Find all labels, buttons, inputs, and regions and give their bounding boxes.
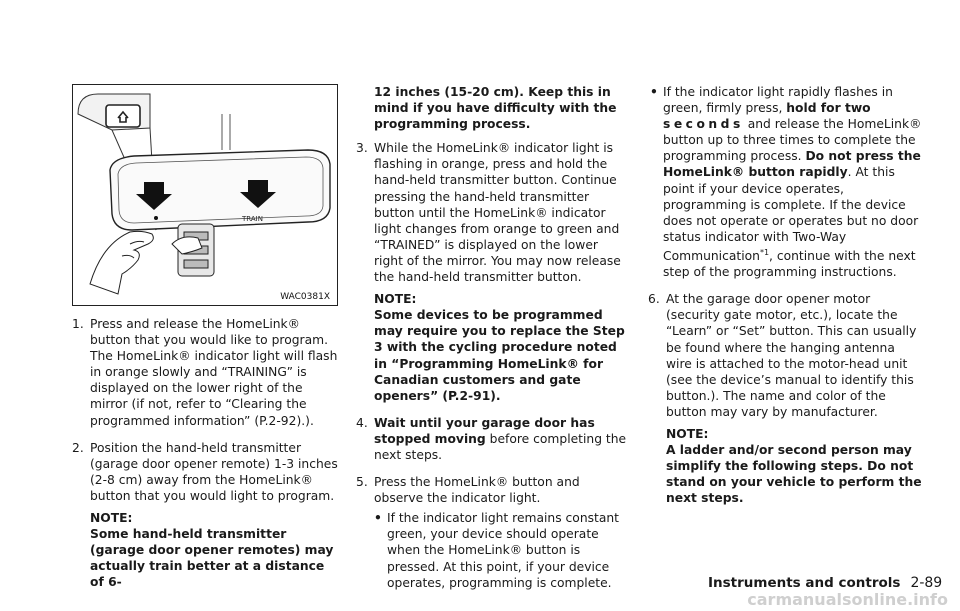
step-number: 2.: [72, 440, 84, 455]
bullet-item: [650, 84, 922, 280]
homelink-figure: [72, 84, 338, 306]
bullet-text: and release the HomeLink® button up to three times to complete the programming process.: [663, 117, 922, 164]
bullet-bold: Do not press the HomeLink® button rapidly: [663, 149, 921, 180]
bullet-icon: •: [650, 85, 658, 99]
bullet-bold: seconds: [663, 117, 744, 132]
step-bold-text: Wait until your garage door has stopped moving: [374, 415, 595, 446]
note-text: Some hand-held transmitter (garage door opener remotes) may actually train better at a distance of 6-: [90, 527, 334, 590]
step-number: 4.: [356, 415, 368, 430]
column-2: [356, 84, 630, 602]
note-continued: [356, 84, 630, 132]
step-1: [72, 316, 338, 429]
bullet-text: If the indicator light rapidly flashes in green, firmly press,: [663, 85, 893, 116]
bullet-text: If the indicator light remains constant green, your device should operate when the HomeLink® button is pressed. At this point, if your device operates, programming is complete.: [387, 511, 620, 590]
step-number: 1.: [72, 317, 84, 331]
step-2: [72, 440, 338, 591]
step-6: [648, 291, 922, 506]
step-3: [356, 140, 630, 404]
step-5: [356, 474, 630, 591]
note-text: 12 inches (15-20 cm). Keep this in mind if you have difficulty with the programming process.: [374, 85, 617, 132]
bullet-text: , continue with the next step of the programming instructions.: [663, 249, 916, 280]
page-number: 2-89: [910, 575, 943, 591]
train-label: TRAIN: [242, 215, 263, 223]
bullet-text: . At this point if your device operates, programming is complete. If the device does not operate or operates but no door status indicator with Two-Way Communication: [663, 165, 919, 264]
step-text: At the garage door opener motor (security gate motor, etc.), locate the “Learn” or “Set” button. This can usually be found where the hanging antenna wire is attached to the motor-head unit (see the device’s manual to identify this button.). The name and color of the button may vary by manufacturer.: [666, 292, 917, 419]
section-title: Instruments and controls: [708, 575, 901, 591]
mirror-illustration: [72, 84, 338, 306]
note-text: A ladder and/or second person may simplify the following steps. Do not stand on your vehicle to perform the next steps.: [666, 443, 922, 506]
step-number: 3.: [356, 141, 368, 156]
step-text: While the HomeLink® indicator light is flashing in orange, press and hold the hand-held transmitter button. Continue pressing the hand-held transmitter button until the HomeLink® indicator light changes from orange to green and “TRAINED” is displayed on the lower right of the mirror. You may now release the hand-held transmitter button.: [374, 141, 621, 285]
note-text: Some devices to be programmed may require you to replace the Step 3 with the cycling procedure noted in “Programming HomeLink® for Canadian customers and gate openers” (P.2-91).: [374, 308, 625, 403]
step-4: [356, 415, 630, 463]
column-3: [648, 84, 922, 517]
bullet-icon: •: [374, 511, 382, 526]
step-text: Position the hand-held transmitter (garage door opener remote) 1-3 inches (2-8 cm) away from the HomeLink® button that you would light to program.: [90, 440, 338, 503]
figure-code: WAC0381X: [280, 292, 330, 302]
step-text: Press and release the HomeLink® button that you would like to program. The HomeLink® indicator light will flash in orange slowly and “TRAINING” is displayed on the lower right of the mirror (if not, refer to “Clearing the programmed information” (P.2-92).).: [90, 317, 338, 428]
page-footer: [708, 575, 942, 591]
note-label: NOTE:: [90, 511, 133, 526]
note-label: NOTE:: [374, 292, 417, 307]
note-label: NOTE:: [666, 426, 709, 441]
bullet-bold: hold for two: [786, 101, 871, 116]
step-number: 6.: [648, 292, 660, 307]
step-number: 5.: [356, 475, 368, 490]
step-text: Press the HomeLink® button and observe the indicator light.: [374, 475, 580, 506]
bullet-item: [374, 510, 630, 590]
step-text: before completing the next steps.: [374, 431, 627, 462]
column-1: [72, 316, 338, 602]
watermark: carmanualsonline.info: [747, 590, 948, 609]
footnote-ref: *1: [759, 247, 770, 257]
